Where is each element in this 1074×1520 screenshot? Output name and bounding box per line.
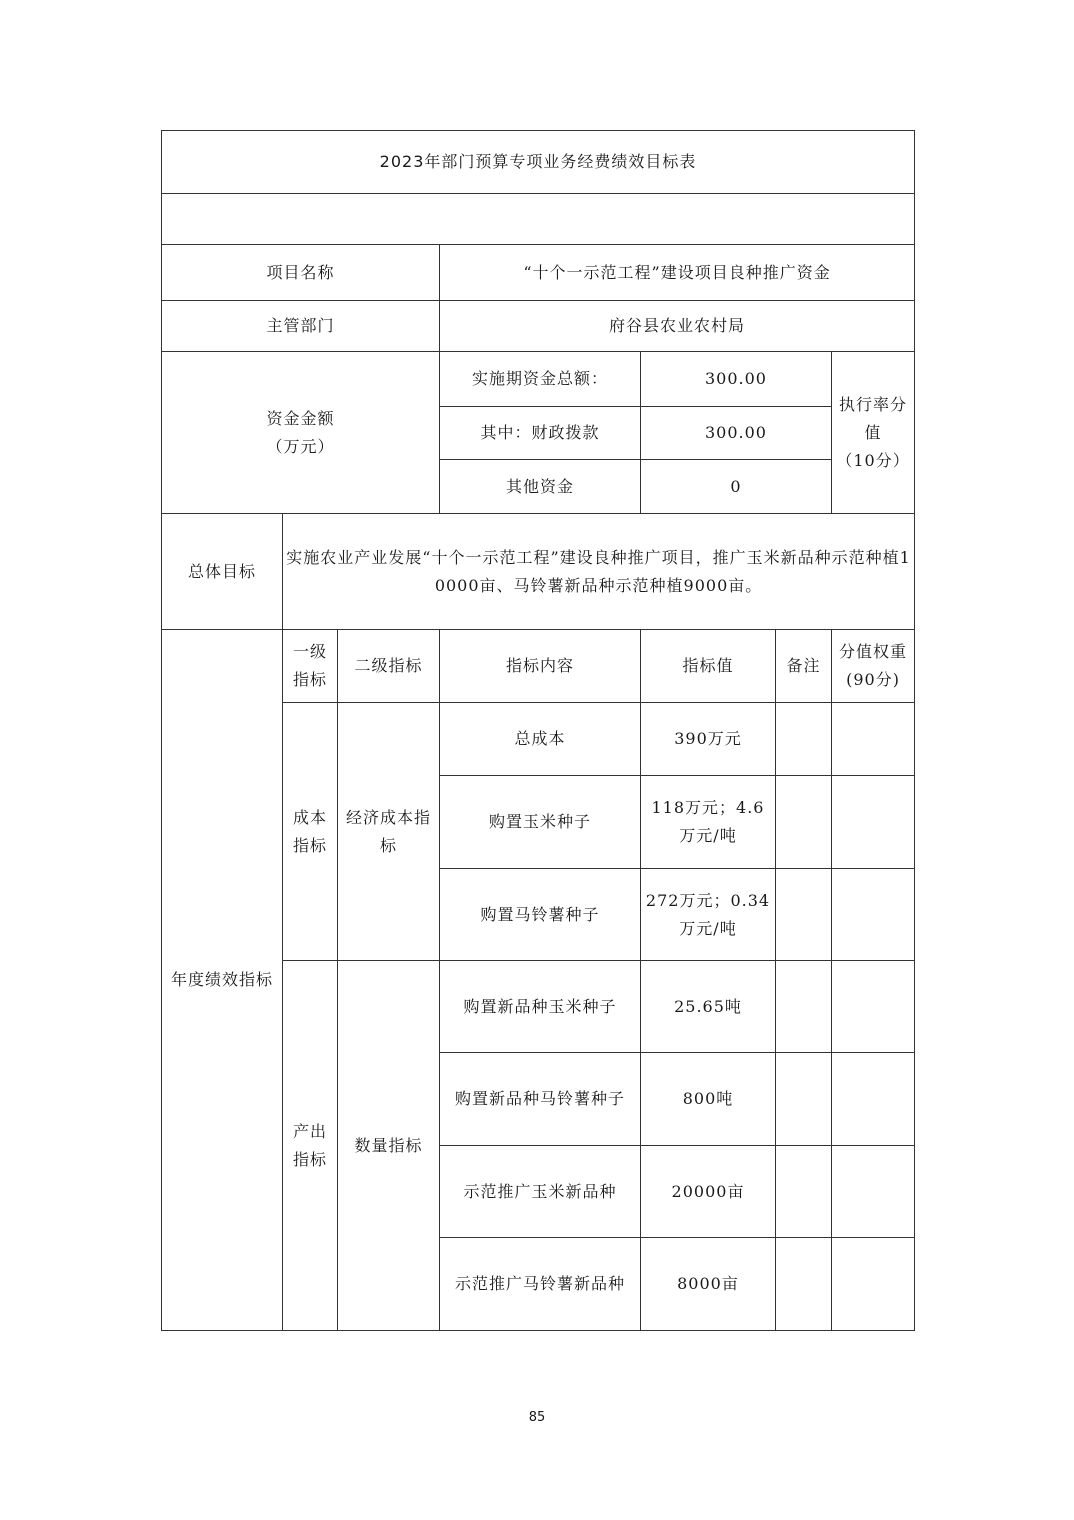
funds-total-label: 实施期资金总额： [440, 352, 641, 407]
indicator-content: 购置马铃薯种子 [440, 869, 641, 961]
header-value: 指标值 [641, 630, 776, 703]
indicator-content: 总成本 [440, 703, 641, 776]
indicator-note [776, 1238, 832, 1331]
department-value: 府谷县农业农村局 [440, 301, 915, 352]
indicator-weight [832, 776, 915, 869]
funds-other-label: 其他资金 [440, 460, 641, 514]
indicator-note [776, 961, 832, 1053]
execution-score-label [832, 352, 915, 514]
indicator-weight [832, 961, 915, 1053]
indicator-value: 800吨 [641, 1053, 776, 1146]
indicator-weight [832, 869, 915, 961]
header-level2: 二级指标 [338, 630, 440, 703]
funds-label-line1: 资金金额 [266, 408, 335, 428]
funds-fiscal-value: 300.00 [641, 407, 832, 460]
level2-quantity: 数量指标 [338, 961, 440, 1331]
indicator-value: 118万元；4.6万元/吨 [641, 776, 776, 869]
indicator-value: 20000亩 [641, 1146, 776, 1238]
header-level1: 一级指标 [283, 630, 338, 703]
indicator-content: 示范推广玉米新品种 [440, 1146, 641, 1238]
indicator-value: 272万元；0.34万元/吨 [641, 869, 776, 961]
annual-indicators-label: 年度绩效指标 [162, 630, 283, 1331]
department-label: 主管部门 [162, 301, 440, 352]
indicator-weight [832, 1238, 915, 1331]
level1-output: 产出指标 [283, 961, 338, 1331]
indicator-weight [832, 703, 915, 776]
funds-label [162, 352, 440, 514]
overall-goal-label: 总体目标 [162, 514, 283, 630]
page-number: 85 [528, 1410, 546, 1425]
indicator-value: 25.65吨 [641, 961, 776, 1053]
funds-fiscal-label: 其中：财政拨款 [440, 407, 641, 460]
indicator-note [776, 703, 832, 776]
project-name-label: 项目名称 [162, 245, 440, 301]
indicator-note [776, 1053, 832, 1146]
project-name-value: “十个一示范工程”建设项目良种推广资金 [440, 245, 915, 301]
indicator-value: 390万元 [641, 703, 776, 776]
performance-target-table [161, 130, 915, 1331]
level2-economic-cost: 经济成本指标 [338, 703, 440, 961]
indicator-content: 购置新品种马铃薯种子 [440, 1053, 641, 1146]
overall-goal-text: 实施农业产业发展“十个一示范工程”建设良种推广项目，推广玉米新品种示范种植10000亩、马铃薯新品种示范种植9000亩。 [283, 514, 915, 630]
funds-total-value: 300.00 [641, 352, 832, 407]
execution-score-line2: （10分） [836, 450, 910, 470]
header-note: 备注 [776, 630, 832, 703]
indicator-value: 8000亩 [641, 1238, 776, 1331]
indicator-note [776, 776, 832, 869]
level1-cost: 成本指标 [283, 703, 338, 961]
header-weight: 分值权重(90分) [832, 630, 915, 703]
funds-label-line2: （万元） [266, 436, 335, 456]
indicator-note [776, 1146, 832, 1238]
indicator-weight [832, 1053, 915, 1146]
indicator-weight [832, 1146, 915, 1238]
indicator-note [776, 869, 832, 961]
table-title: 2023年部门预算专项业务经费绩效目标表 [162, 131, 915, 194]
blank-row [162, 194, 915, 245]
execution-score-line1: 执行率分值 [839, 394, 908, 442]
indicator-content: 示范推广马铃薯新品种 [440, 1238, 641, 1331]
funds-other-value: 0 [641, 460, 832, 514]
header-content: 指标内容 [440, 630, 641, 703]
indicator-content: 购置玉米种子 [440, 776, 641, 869]
indicator-content: 购置新品种玉米种子 [440, 961, 641, 1053]
